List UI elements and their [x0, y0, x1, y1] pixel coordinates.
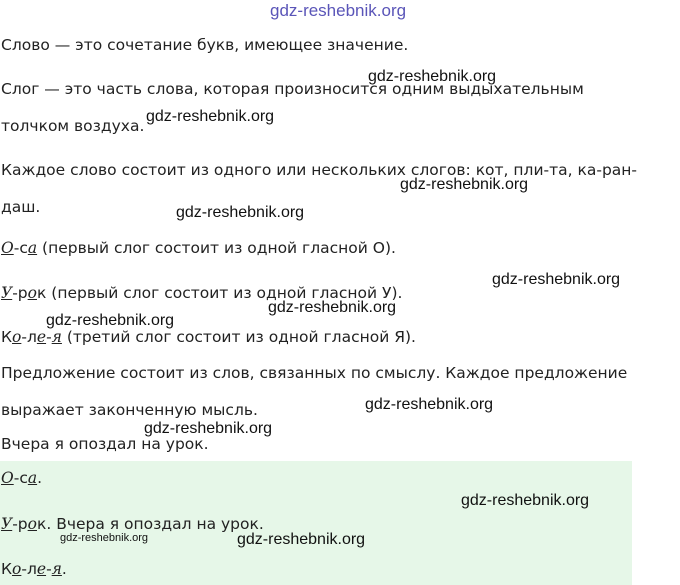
sentence-example: Вчера я опоздал на урок.: [1, 435, 209, 453]
syllable-vowel: е: [36, 328, 47, 346]
sentence-definition-line2: выражает законченную мысль.: [1, 401, 258, 419]
answer-osa: [1, 468, 42, 488]
syllable-dash: -: [46, 328, 52, 346]
syllable-dash: -: [13, 469, 20, 487]
syllable-consonant: К: [1, 560, 13, 578]
syllable-vowel: О: [1, 239, 14, 257]
syllable-dash: -: [12, 284, 18, 302]
syllable-vowel: е: [36, 560, 47, 578]
syllable-dash: -: [13, 239, 20, 257]
answer-urok: [1, 514, 264, 534]
answer-end: .: [61, 560, 67, 578]
watermark: gdz-reshebnik.org: [368, 68, 497, 85]
syllable-vowel: У: [1, 284, 13, 302]
answer-koleya: [1, 559, 67, 579]
sentence-definition-line1: Предложение состоит из слов, связанных по смыслу. Каждое предложение: [1, 364, 628, 382]
syllable-vowel: О: [1, 469, 14, 487]
syllable-vowel: я: [51, 560, 62, 578]
syllable-vowel: о: [27, 284, 37, 302]
watermark: gdz-reshebnik.org: [365, 396, 494, 413]
watermark: gdz-reshebnik.org: [492, 271, 621, 288]
syllable-vowel: о: [12, 328, 22, 346]
syllable-dash: -: [46, 560, 52, 578]
syllable-consonant: р: [17, 515, 28, 533]
answer-end: .: [37, 469, 43, 487]
example-comment: (первый слог состоит из одной гласной У).: [46, 284, 403, 302]
syllable-consonant: л: [26, 328, 37, 346]
syllable-dash: -: [12, 515, 18, 533]
syllable-consonant: с: [19, 469, 28, 487]
watermark: gdz-reshebnik.org: [400, 176, 529, 193]
watermark: gdz-reshebnik.org: [461, 492, 590, 509]
syllable-consonant: к: [36, 515, 47, 533]
watermark: gdz-reshebnik.org: [60, 532, 149, 544]
watermark: gdz-reshebnik.org: [46, 312, 175, 329]
watermark: gdz-reshebnik.org: [270, 1, 407, 20]
syllable-dash: -: [21, 328, 27, 346]
syllable-consonant: л: [26, 560, 37, 578]
example-comment: (третий слог состоит из одной гласной Я).: [61, 328, 416, 346]
syllable-vowel: о: [27, 515, 37, 533]
watermark: gdz-reshebnik.org: [237, 531, 366, 548]
answer-end: . Вчера я опоздал на урок.: [46, 515, 264, 533]
watermark: gdz-reshebnik.org: [268, 299, 397, 316]
example-osa: [1, 238, 396, 258]
syllable-consonant: с: [19, 239, 28, 257]
example-koleya: [1, 327, 416, 347]
syllable-dash: -: [21, 560, 27, 578]
syllable-vowel: я: [51, 328, 62, 346]
syllable-vowel: а: [27, 239, 38, 257]
syllable-vowel: а: [27, 469, 38, 487]
syllable-definition-line1: Слог — это часть слова, которая произносится одним выдыхательным: [1, 80, 584, 98]
watermark: gdz-reshebnik.org: [146, 108, 275, 125]
syllable-consonant: К: [1, 328, 13, 346]
syllable-consonant: к: [36, 284, 47, 302]
syllable-vowel: У: [1, 515, 13, 533]
word-syllables-line2: даш.: [1, 198, 41, 216]
example-comment: (первый слог состоит из одной гласной О).: [37, 239, 396, 257]
watermark: gdz-reshebnik.org: [176, 204, 305, 221]
watermark: gdz-reshebnik.org: [144, 420, 273, 437]
word-definition: Слово — это сочетание букв, имеющее значение.: [1, 36, 409, 54]
word-syllables-line1: Каждое слово состоит из одного или нескольких слогов: кот, пли-та, ка-ран-: [1, 161, 638, 179]
syllable-consonant: р: [17, 284, 28, 302]
syllable-vowel: о: [12, 560, 22, 578]
syllable-definition-line2: толчком воздуха.: [1, 117, 145, 135]
